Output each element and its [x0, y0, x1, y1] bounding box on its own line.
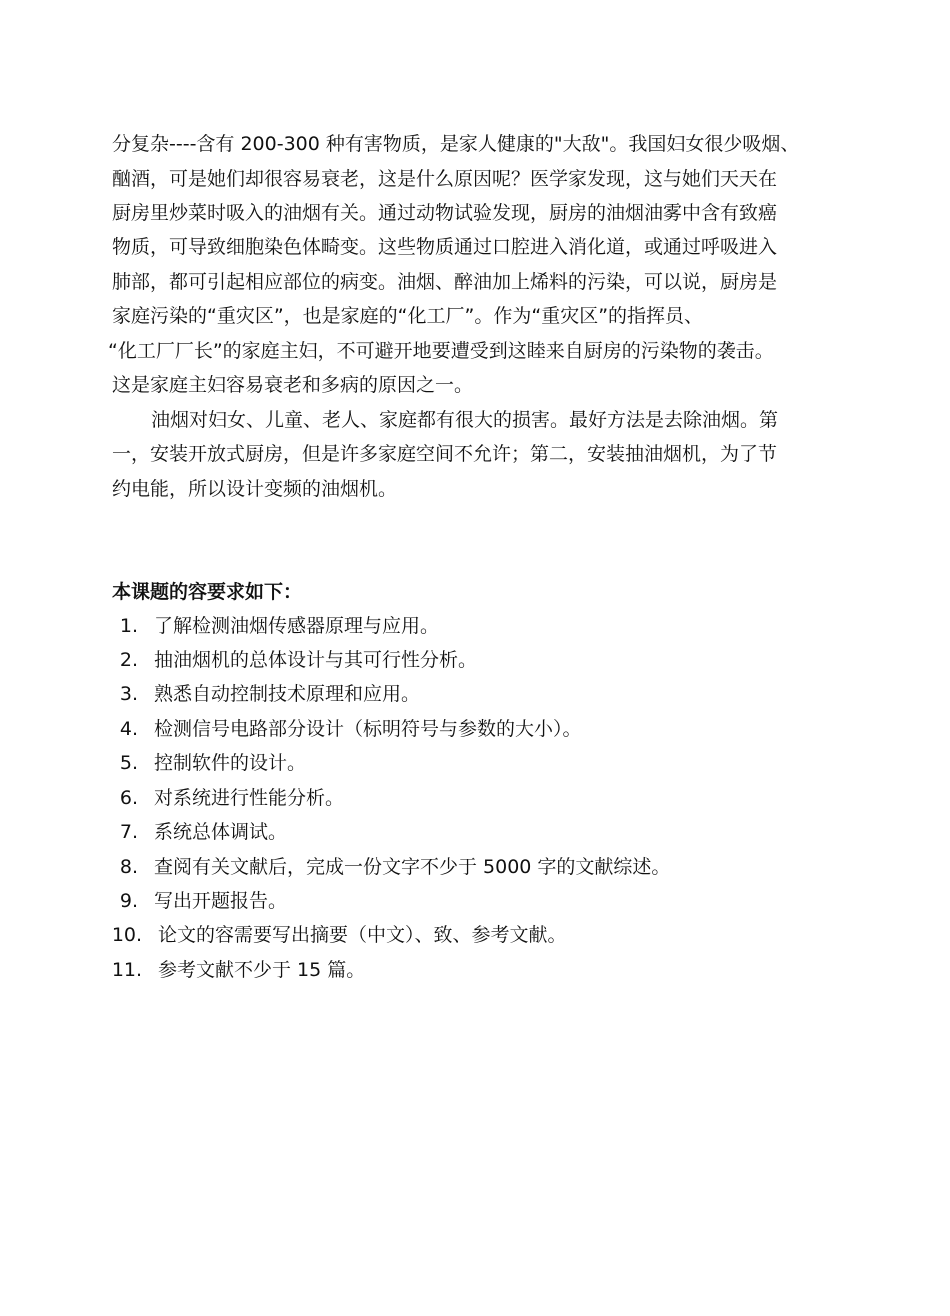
requirement-item: 9. 写出开题报告。 — [104, 884, 287, 918]
requirement-item: 6. 对系统进行性能分析。 — [104, 781, 344, 815]
requirement-item: 5. 控制软件的设计。 — [104, 746, 306, 780]
paragraph-1-line-2: 酗酒，可是她们却很容易衰老，这是什么原因呢？医学家发现，这与她们天天在 — [112, 168, 778, 190]
requirements-heading: 本课题的容要求如下： — [112, 581, 303, 603]
requirement-text: 查阅有关文献后，完成一份文字不少于 5000 字的文献综述。 — [154, 856, 671, 878]
requirement-text: 熟悉自动控制技术原理和应用。 — [154, 683, 421, 705]
requirement-text: 控制软件的设计。 — [154, 752, 307, 774]
requirement-item: 8. 查阅有关文献后，完成一份文字不少于 5000 字的文献综述。 — [104, 850, 670, 884]
requirement-item: 2. 抽油烟机的总体设计与其可行性分析。 — [104, 643, 477, 677]
requirement-number: 10 — [111, 924, 136, 946]
requirement-text: 参考文献不少于 15 篇。 — [158, 959, 366, 981]
requirement-number: 11 — [111, 959, 136, 981]
requirement-number: 6 — [119, 787, 132, 809]
requirement-item: 4. 检测信号电路部分设计（标明符号与参数的大小）。 — [104, 712, 582, 746]
paragraph-2-line-1: 油烟对妇女、儿童、老人、家庭都有很大的损害。最好方法是去除油烟。第 — [151, 409, 779, 431]
paragraph-1-line-3: 厨房里炒菜时吸入的油烟有关。通过动物试验发现，厨房的油烟油雾中含有致癌 — [112, 202, 778, 224]
paragraph-1-line-8: 这是家庭主妇容易衰老和多病的原因之一。 — [112, 374, 474, 396]
requirement-text: 论文的容需要写出摘要（中文）、致、参考文献。 — [158, 924, 567, 946]
requirement-text: 抽油烟机的总体设计与其可行性分析。 — [154, 649, 478, 671]
requirement-number: 5 — [119, 752, 132, 774]
paragraph-1-line-4: 物质，可导致细胞染色体畸变。这些物质通过口腔进入消化道，或通过呼吸进入 — [112, 236, 778, 258]
paragraph-2-line-3: 约电能，所以设计变频的油烟机。 — [112, 478, 398, 500]
paragraph-1-line-6: 家庭污染的“重灾区”，也是家庭的“化工厂”。作为“重灾区”的指挥员、 — [112, 305, 704, 327]
paragraph-2-line-2: 一，安装开放式厨房，但是许多家庭空间不允许；第二，安装抽油烟机，为了节 — [112, 443, 778, 465]
paragraph-1-line-1: 分复杂----含有 200-300 种有害物质，是家人健康的"大敌"。我国妇女很少吸烟、 — [112, 133, 800, 155]
requirement-item: 1. 了解检测油烟传感器原理与应用。 — [104, 609, 439, 643]
requirement-number: 1 — [119, 615, 132, 637]
requirement-text: 了解检测油烟传感器原理与应用。 — [154, 615, 440, 637]
requirement-text: 检测信号电路部分设计（标明符号与参数的大小）。 — [154, 718, 582, 740]
requirement-text: 对系统进行性能分析。 — [154, 787, 345, 809]
requirement-number: 2 — [119, 649, 132, 671]
requirement-item: 11. 参考文献不少于 15 篇。 — [108, 953, 365, 987]
requirement-number: 8 — [119, 856, 132, 878]
requirement-number: 4 — [119, 718, 132, 740]
requirement-number: 3 — [119, 683, 132, 705]
requirement-item: 3. 熟悉自动控制技术原理和应用。 — [104, 677, 420, 711]
requirement-number: 9 — [119, 890, 132, 912]
paragraph-1-line-5: 肺部，都可引起相应部位的病变。油烟、醉油加上烯料的污染，可以说，厨房是 — [112, 271, 778, 293]
requirement-item: 10. 论文的容需要写出摘要（中文）、致、参考文献。 — [108, 918, 567, 952]
paragraph-1-line-7: “化工厂厂长”的家庭主妇，不可避开地要遭受到这睦来自厨房的污染物的袭击。 — [108, 340, 774, 362]
requirement-item: 7. 系统总体调试。 — [104, 815, 287, 849]
requirement-number: 7 — [119, 821, 132, 843]
requirement-text: 写出开题报告。 — [154, 890, 288, 912]
requirement-text: 系统总体调试。 — [154, 821, 288, 843]
